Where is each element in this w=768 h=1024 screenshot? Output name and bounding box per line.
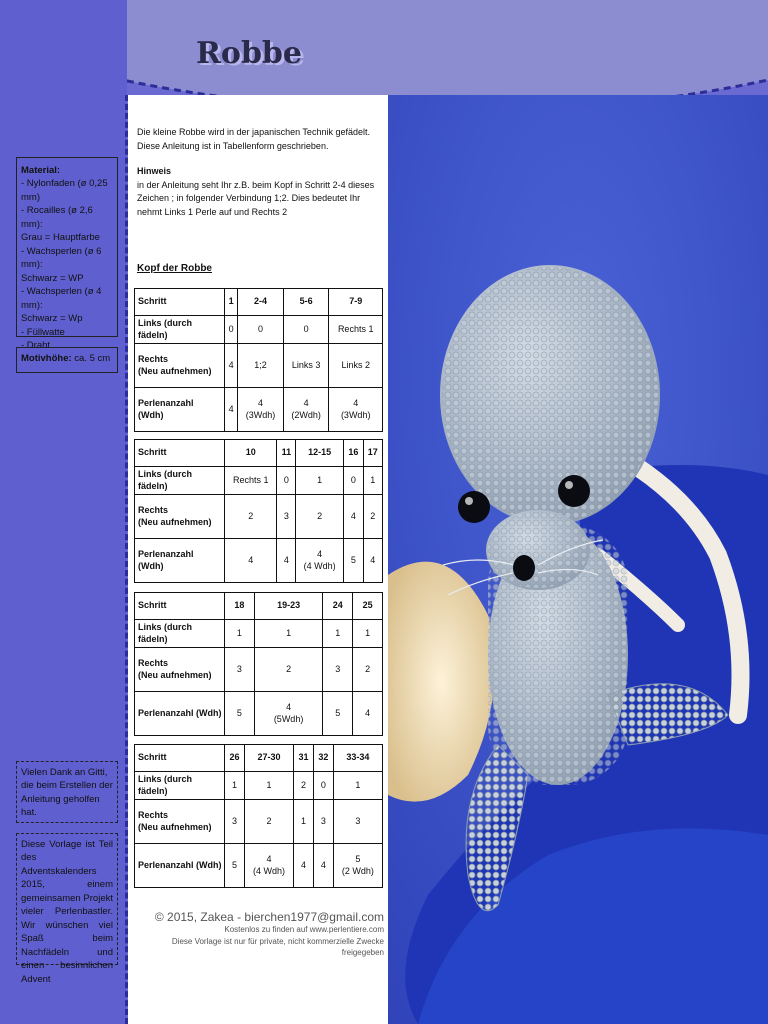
table-cell: 3 [313,800,333,844]
table-cell: 4 [313,844,333,888]
table-cell: 0 [283,316,329,344]
step-header-cell: 10 [225,440,277,467]
table-cell: 1 [296,467,344,495]
step-header-cell: 25 [353,593,383,620]
table-cell: 2 [294,772,314,800]
table-row [135,467,383,495]
step-header-cell: 16 [344,440,363,467]
row-label: Rechts (Neu aufnehmen) [135,344,225,388]
table-cell: 3 [323,648,353,692]
row-label: Schritt [135,440,225,467]
table-cell: 1 [254,620,323,648]
table-cell: 0 [225,316,238,344]
material-item: - Wachsperlen (ø 4 mm): [21,286,102,311]
table-cell: Rechts 1 [329,316,383,344]
table-cell: 2 [363,495,382,539]
table-cell: 1 [333,772,382,800]
table-cell: 1 [294,800,314,844]
table-cell: 4 [225,344,238,388]
motiv-box [16,347,118,373]
intro-section [137,126,382,231]
step-header-cell: 17 [363,440,382,467]
advent-text: Diese Vorlage ist Teil des Adventskalenders 2015, einem gemeinsamen Projekt vieler Perlenbastler. Wir wünschen viel Spaß beim Nachfädeln und einen besinnlichen Advent [21,839,113,985]
material-box [16,157,118,352]
row-label: Schritt [135,745,225,772]
table-cell: 4 [277,539,296,583]
hint-text: in der Anleitung seht Ihr z.B. beim Kopf in Schritt 2-4 dieses Zeichen ; in folgender Verbindung 1;2. Dies bedeutet Ihr nehmt Links 1 Perle auf und Rechts 2 [137,179,375,217]
table-cell: 4 (2Wdh) [283,388,329,432]
table-cell: 1 [323,620,353,648]
table-cell: 1 [353,620,383,648]
table-cell: 1 [363,467,382,495]
pattern-table-1 [134,288,383,432]
table-cell: 2 [254,648,323,692]
row-label: Links (durch fädeln) [135,620,225,648]
table-row [135,772,383,800]
table-cell: 4 [225,539,277,583]
table-cell: 0 [277,467,296,495]
step-header-cell: 32 [313,745,333,772]
table-row [135,539,383,583]
row-label: Schritt [135,593,225,620]
table-cell: 2 [244,800,293,844]
section-heading: Kopf der Robbe [137,263,212,274]
table-row [135,692,383,736]
table-cell: 4 (4 Wdh) [296,539,344,583]
row-label: Links (durch fädeln) [135,772,225,800]
table-row [135,800,383,844]
row-label: Rechts (Neu aufnehmen) [135,495,225,539]
table-cell: 5 [344,539,363,583]
step-header-cell: 2-4 [238,289,284,316]
table-row [135,495,383,539]
table-cell: 4 (4 Wdh) [244,844,293,888]
step-header-cell: 5-6 [283,289,329,316]
table-cell: 3 [225,800,245,844]
step-header-cell: 18 [225,593,255,620]
row-label: Schritt [135,289,225,316]
step-header-cell: 27-30 [244,745,293,772]
pattern-table-2 [134,439,383,583]
step-header-cell: 11 [277,440,296,467]
table-cell: 4 [344,495,363,539]
row-label: Links (durch fädeln) [135,316,225,344]
advent-box [16,833,118,985]
hint-heading: Hinweis [137,166,172,176]
table-row [135,316,383,344]
table-row [135,648,383,692]
intro-text: Die kleine Robbe wird in der japanischen Technik gefädelt. Diese Anleitung ist in Tabellenform geschrieben. [137,127,370,151]
row-label: Rechts (Neu aufnehmen) [135,800,225,844]
table-cell: 1;2 [238,344,284,388]
row-label: Perlenanzahl (Wdh) [135,692,225,736]
step-header-cell: 1 [225,289,238,316]
table-cell: Rechts 1 [225,467,277,495]
footer-source: Kostenlos zu finden auf www.perlentiere.com [224,925,384,934]
material-item: Grau = Hauptfarbe [21,232,100,244]
pattern-table-4 [134,744,383,888]
table-cell: 0 [238,316,284,344]
material-list [21,177,113,352]
table-row [135,289,383,316]
thanks-text: Vielen Dank an Gitti, die beim Erstellen der Anleitung geholfen hat. [21,767,113,819]
table-cell: 5 [323,692,353,736]
material-heading: Material: [21,165,61,176]
footer [134,910,384,959]
step-header-cell: 26 [225,745,245,772]
table-cell: 1 [244,772,293,800]
row-label: Perlenanzahl (Wdh) [135,388,225,432]
table-cell: 3 [333,800,382,844]
pattern-table-3 [134,592,383,736]
table-row [135,593,383,620]
table-row [135,344,383,388]
table-cell: 2 [296,495,344,539]
table-cell: 5 [225,844,245,888]
copyright: © 2015, Zakea - bierchen1977@gmail.com [154,910,384,924]
material-item: - Füllwatte [21,326,65,338]
table-row [135,844,383,888]
row-label: Perlenanzahl (Wdh) [135,844,225,888]
step-header-cell: 19-23 [254,593,323,620]
motiv-value: ca. 5 cm [71,353,111,364]
table-cell: 4 [225,388,238,432]
seal-photo [388,95,768,1024]
step-header-cell: 7-9 [329,289,383,316]
table-cell: 4 (5Wdh) [254,692,323,736]
table-cell: 4 [294,844,314,888]
material-item: - Wachsperlen (ø 6 mm): [21,245,102,271]
table-cell: 4 (3Wdh) [238,388,284,432]
table-cell: 2 [225,495,277,539]
table-row [135,440,383,467]
material-item: Schwarz = Wp [21,313,83,325]
row-label: Rechts (Neu aufnehmen) [135,648,225,692]
motiv-label: Motivhöhe: [21,353,72,364]
table-cell: 4 [353,692,383,736]
table-cell: 0 [313,772,333,800]
step-header-cell: 33-34 [333,745,382,772]
table-cell: Links 3 [283,344,329,388]
table-cell: 2 [353,648,383,692]
table-row [135,620,383,648]
row-label: Links (durch fädeln) [135,467,225,495]
table-cell: 0 [344,467,363,495]
step-header-cell: 31 [294,745,314,772]
table-cell: Links 2 [329,344,383,388]
table-row [135,745,383,772]
material-item: - Draht [21,340,51,352]
thanks-box [16,761,118,823]
material-item: - Nylonfaden (ø 0,25 mm) [21,178,108,203]
table-row [135,388,383,432]
material-item: Schwarz = WP [21,272,84,284]
table-cell: 4 [363,539,382,583]
table-cell: 1 [225,620,255,648]
table-cell: 1 [225,772,245,800]
step-header-cell: 12-15 [296,440,344,467]
table-cell: 3 [225,648,255,692]
table-cell: 5 (2 Wdh) [333,844,382,888]
page-title: Robbe [196,36,302,71]
footer-license: Diese Vorlage ist nur für private, nicht kommerzielle Zwecke freigegeben [171,936,384,958]
step-header-cell: 24 [323,593,353,620]
row-label: Perlenanzahl (Wdh) [135,539,225,583]
table-cell: 5 [225,692,255,736]
table-cell: 4 (3Wdh) [329,388,383,432]
material-item: - Rocailles (ø 2,6 mm): [21,205,93,230]
table-cell: 3 [277,495,296,539]
